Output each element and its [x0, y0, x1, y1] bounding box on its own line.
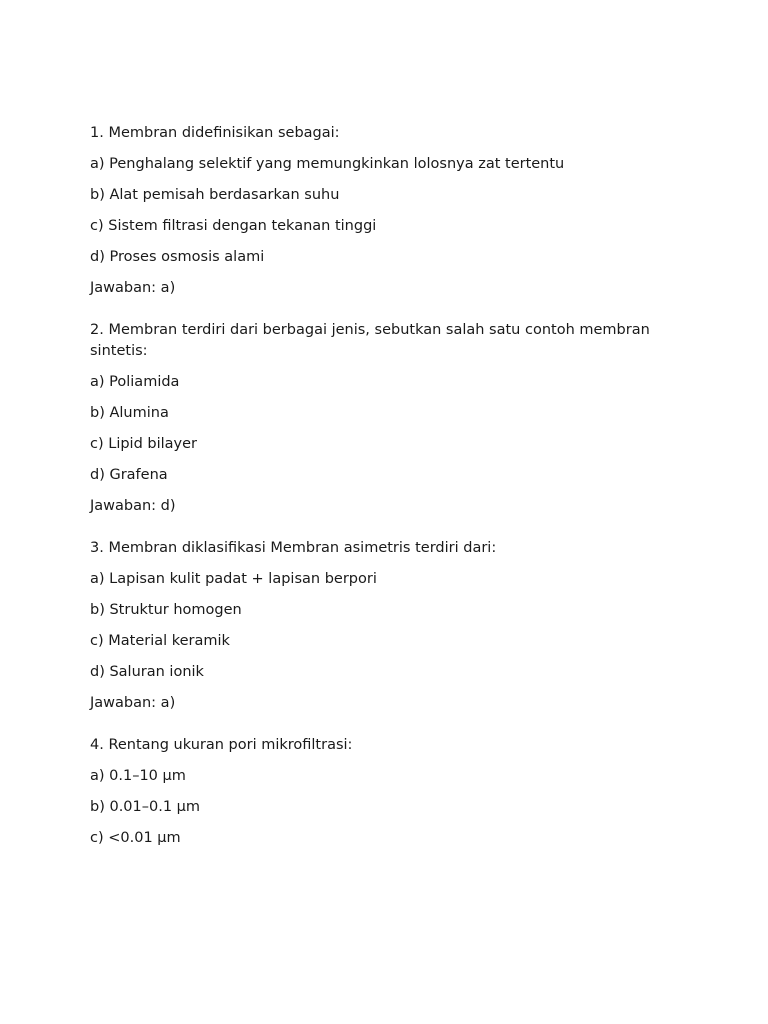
answer-option: c) <0.01 μm [90, 830, 181, 846]
document-page [90, 123, 690, 870]
answer-option: c) Lipid bilayer [90, 436, 198, 452]
answer-option: b) Alat pemisah berdasarkan suhu [90, 187, 340, 203]
answer-option: b) 0.01–0.1 μm [90, 799, 201, 815]
answer-option: a) 0.1–10 μm [90, 768, 186, 784]
question-prompt: 1. Membran didefinisikan sebagai: [90, 125, 340, 141]
question-3 [90, 538, 690, 714]
answer-key: Jawaban: d) [90, 498, 176, 514]
answer-option: c) Sistem filtrasi dengan tekanan tinggi [90, 218, 377, 234]
answer-option: d) Proses osmosis alami [90, 249, 265, 265]
question-prompt: 3. Membran diklasifikasi Membran asimetris terdiri dari: [90, 540, 497, 556]
answer-key: Jawaban: a) [90, 695, 176, 711]
answer-option: b) Struktur homogen [90, 602, 242, 618]
question-prompt: 4. Rentang ukuran pori mikrofiltrasi: [90, 737, 353, 753]
question-4 [90, 735, 690, 849]
answer-option: a) Lapisan kulit padat + lapisan berpori [90, 571, 377, 587]
answer-option: c) Material keramik [90, 633, 230, 649]
answer-key: Jawaban: a) [90, 280, 176, 296]
answer-option: a) Penghalang selektif yang memungkinkan lolosnya zat tertentu [90, 156, 565, 172]
question-prompt: 2. Membran terdiri dari berbagai jenis, sebutkan salah satu contoh membran sintetis: [90, 322, 655, 359]
answer-option: d) Saluran ionik [90, 664, 204, 680]
answer-option: b) Alumina [90, 405, 169, 421]
question-1 [90, 123, 690, 299]
question-2 [90, 320, 690, 517]
answer-option: a) Poliamida [90, 374, 180, 390]
answer-option: d) Grafena [90, 467, 168, 483]
